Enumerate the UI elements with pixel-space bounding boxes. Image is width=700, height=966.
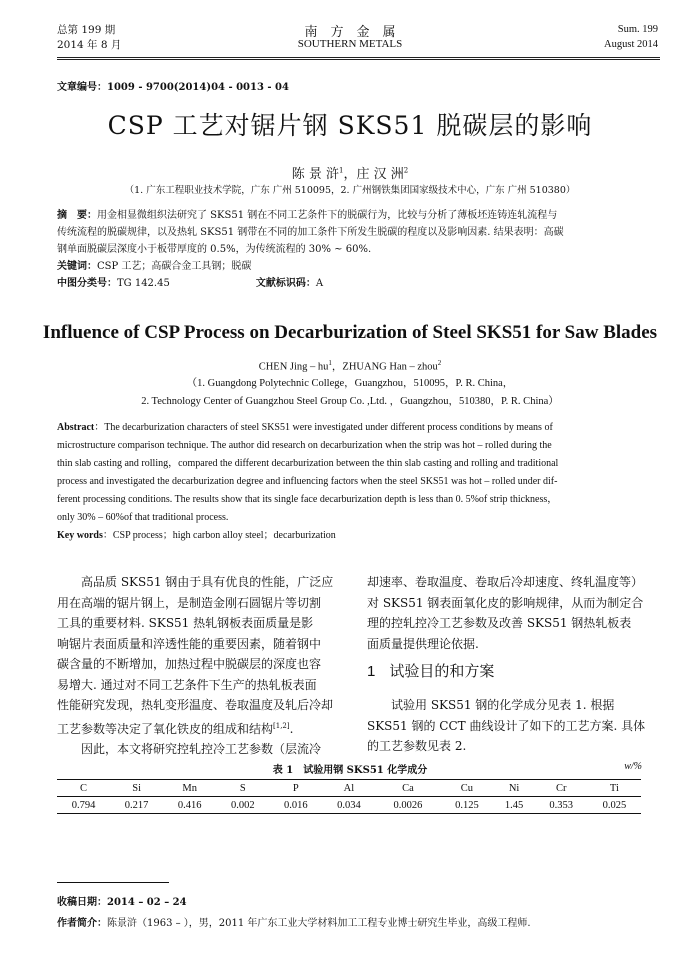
table-cell: 0.125 <box>440 797 493 814</box>
received-date: 收稿日期：2014 – 02 – 24 <box>57 897 187 908</box>
table-row <box>57 797 641 814</box>
table-header-cell: Cr <box>535 780 588 797</box>
title-en: Influence of CSP Process on Decarburization of Steel SKS51 for Saw Blades <box>42 322 658 343</box>
title-cn: CSP 工艺对锯片钢 SKS51 脱碳层的影响 <box>107 111 593 140</box>
article-number: 文章编号：1009 - 9700(2014)04 - 0013 - 04 <box>57 82 289 93</box>
table-unit: w/% <box>624 761 642 772</box>
abstract-cn: 摘 要：用金相显微组织法研究了 SKS51 钢在不同工艺条件下的脱碳行为，比较与分析了薄板坯连铸连轧流程与 传统流程的脱碳规律，以及热轧 SKS51 钢带在不同的加工条件下所发生脱碳的程度以及影响因素. 结果表明：高碳 钢单面脱碳层深度小于板带厚度的 0.5%，为传统流程的 30% ~ 60%. 关键词：CSP 工艺；高碳合金工具钢；脱碳 中图分类号：TG 142.45 文献标识码：A <box>57 210 564 289</box>
issue-date-cn: 2014 年 8 月 <box>57 39 122 51</box>
table-caption: 表 1 试验用钢 SKS51 化学成分 <box>272 765 428 776</box>
body-right-column-2: 试验用 SKS51 钢的化学成分见表 1. 根据 SKS51 钢的 CCT 曲线设计了如下的工艺方案. 具体 的工艺参数见表 2. <box>367 698 646 753</box>
issue-date-en: August 2014 <box>604 39 658 50</box>
header-rule <box>57 57 660 58</box>
body-right-column: 却速率、卷取温度、卷取后冷却速度、终轧温度等） 对 SKS51 钢表面氧化皮的影响规律，从而为制定合 理的控轧控冷工艺参数及改善 SKS51 钢热轧板表 面质量提供理论依据. <box>367 575 644 651</box>
table-cell: 0.0026 <box>375 797 440 814</box>
table-cell: 0.016 <box>269 797 322 814</box>
body-left-column: 高品质 SKS51 钢由于具有优良的性能，广泛应 用在高端的锯片钢上，是制造金刚石圆锯片等切割 工具的重要材料. SKS51 热轧钢板表面质量是影 响锯片表面质量和淬透性能的重要因素，随着钢中 碳含量的不断增加，加热过程中脱碳层的深度也容 易增大. 通过对不同工艺条件下生产的热轧板表面 性能研究发现，热轧变形温度、卷取温度及轧后冷却 工艺参数等决定了氧化铁皮的组成和结构[1,2]. 因此，本文将研究控轧控冷工艺参数（层流冷 <box>57 575 334 756</box>
affiliation-cn: （1. 广东工程职业技术学院，广东 广州 510095，2. 广州钢铁集团国家级技术中心，广东 广州 510380） <box>124 185 576 196</box>
affiliation-en-1: （1. Guangdong Polytechnic College，Guangzhou，510095，P. R. China， <box>186 378 514 389</box>
table-cell: 0.416 <box>163 797 216 814</box>
table-header-cell: S <box>216 780 269 797</box>
table-header-cell: Mn <box>163 780 216 797</box>
affiliation-en-2: 2. Technology Center of Guangzhou Steel Group Co. ,Ltd. ，Guangzhou，510380，P. R. China） <box>141 396 559 407</box>
table-cell: 0.034 <box>322 797 375 814</box>
table-cell: 0.002 <box>216 797 269 814</box>
table-header-row <box>57 780 641 797</box>
authors-cn: 陈 景 浒$^1$，庄 汉 洲$^2$ <box>291 166 409 182</box>
table-header-cell: Al <box>322 780 375 797</box>
table-header-cell: Ni <box>493 780 534 797</box>
issue-number-en: Sum. 199 <box>617 24 658 35</box>
table-header-cell: Si <box>110 780 163 797</box>
issue-number-cn: 总第 199 期 <box>57 24 116 36</box>
table-header-cell: P <box>269 780 322 797</box>
journal-name-en: SOUTHERN METALS <box>297 38 403 50</box>
table-cell: 0.025 <box>588 797 641 814</box>
section-heading: 1 试验目的和方案 <box>367 662 495 680</box>
authors-en: CHEN Jing – $hu^1$，ZHUANG Han – zhou$^2$ <box>258 359 442 373</box>
table-header-cell: Ti <box>588 780 641 797</box>
table-header-cell: Ca <box>375 780 440 797</box>
table-cell: 1.45 <box>493 797 534 814</box>
table-cell: 0.794 <box>57 797 110 814</box>
table-cell: 0.217 <box>110 797 163 814</box>
header-rule-2 <box>57 59 660 60</box>
abstract-en: Abstract：The decarburization characters of steel SKS51 were investigated under different process conditions by means of microstructure comparison technique. The author did research on decarburization when the strip was hot – rolled during the thin slab casting and rolling，compared the different decarburization between the thin slab casting and rolling and traditional process and investigated the decarburization degree and influencing factors when the steel SKS51 was hot – rolled under dif- ferent processing conditions. The results show that its single face decarburization depth is less than 0. 5%of strip thickness， only 30% – 60%of that traditional process. Key words：CSP process；high carbon alloy steel；decarburization <box>57 422 559 541</box>
journal-name-cn: 南 方 金 属 <box>304 25 396 40</box>
table-header-cell: Cu <box>440 780 493 797</box>
author-bio: 作者简介：陈景浒（1963 – ），男，2011 年广东工业大学材料加工工程专业博士研究生毕业，高级工程师. <box>57 918 531 929</box>
composition-table <box>57 779 641 814</box>
table-cell: 0.353 <box>535 797 588 814</box>
table-header-cell: C <box>57 780 110 797</box>
footnote-rule <box>57 882 169 883</box>
